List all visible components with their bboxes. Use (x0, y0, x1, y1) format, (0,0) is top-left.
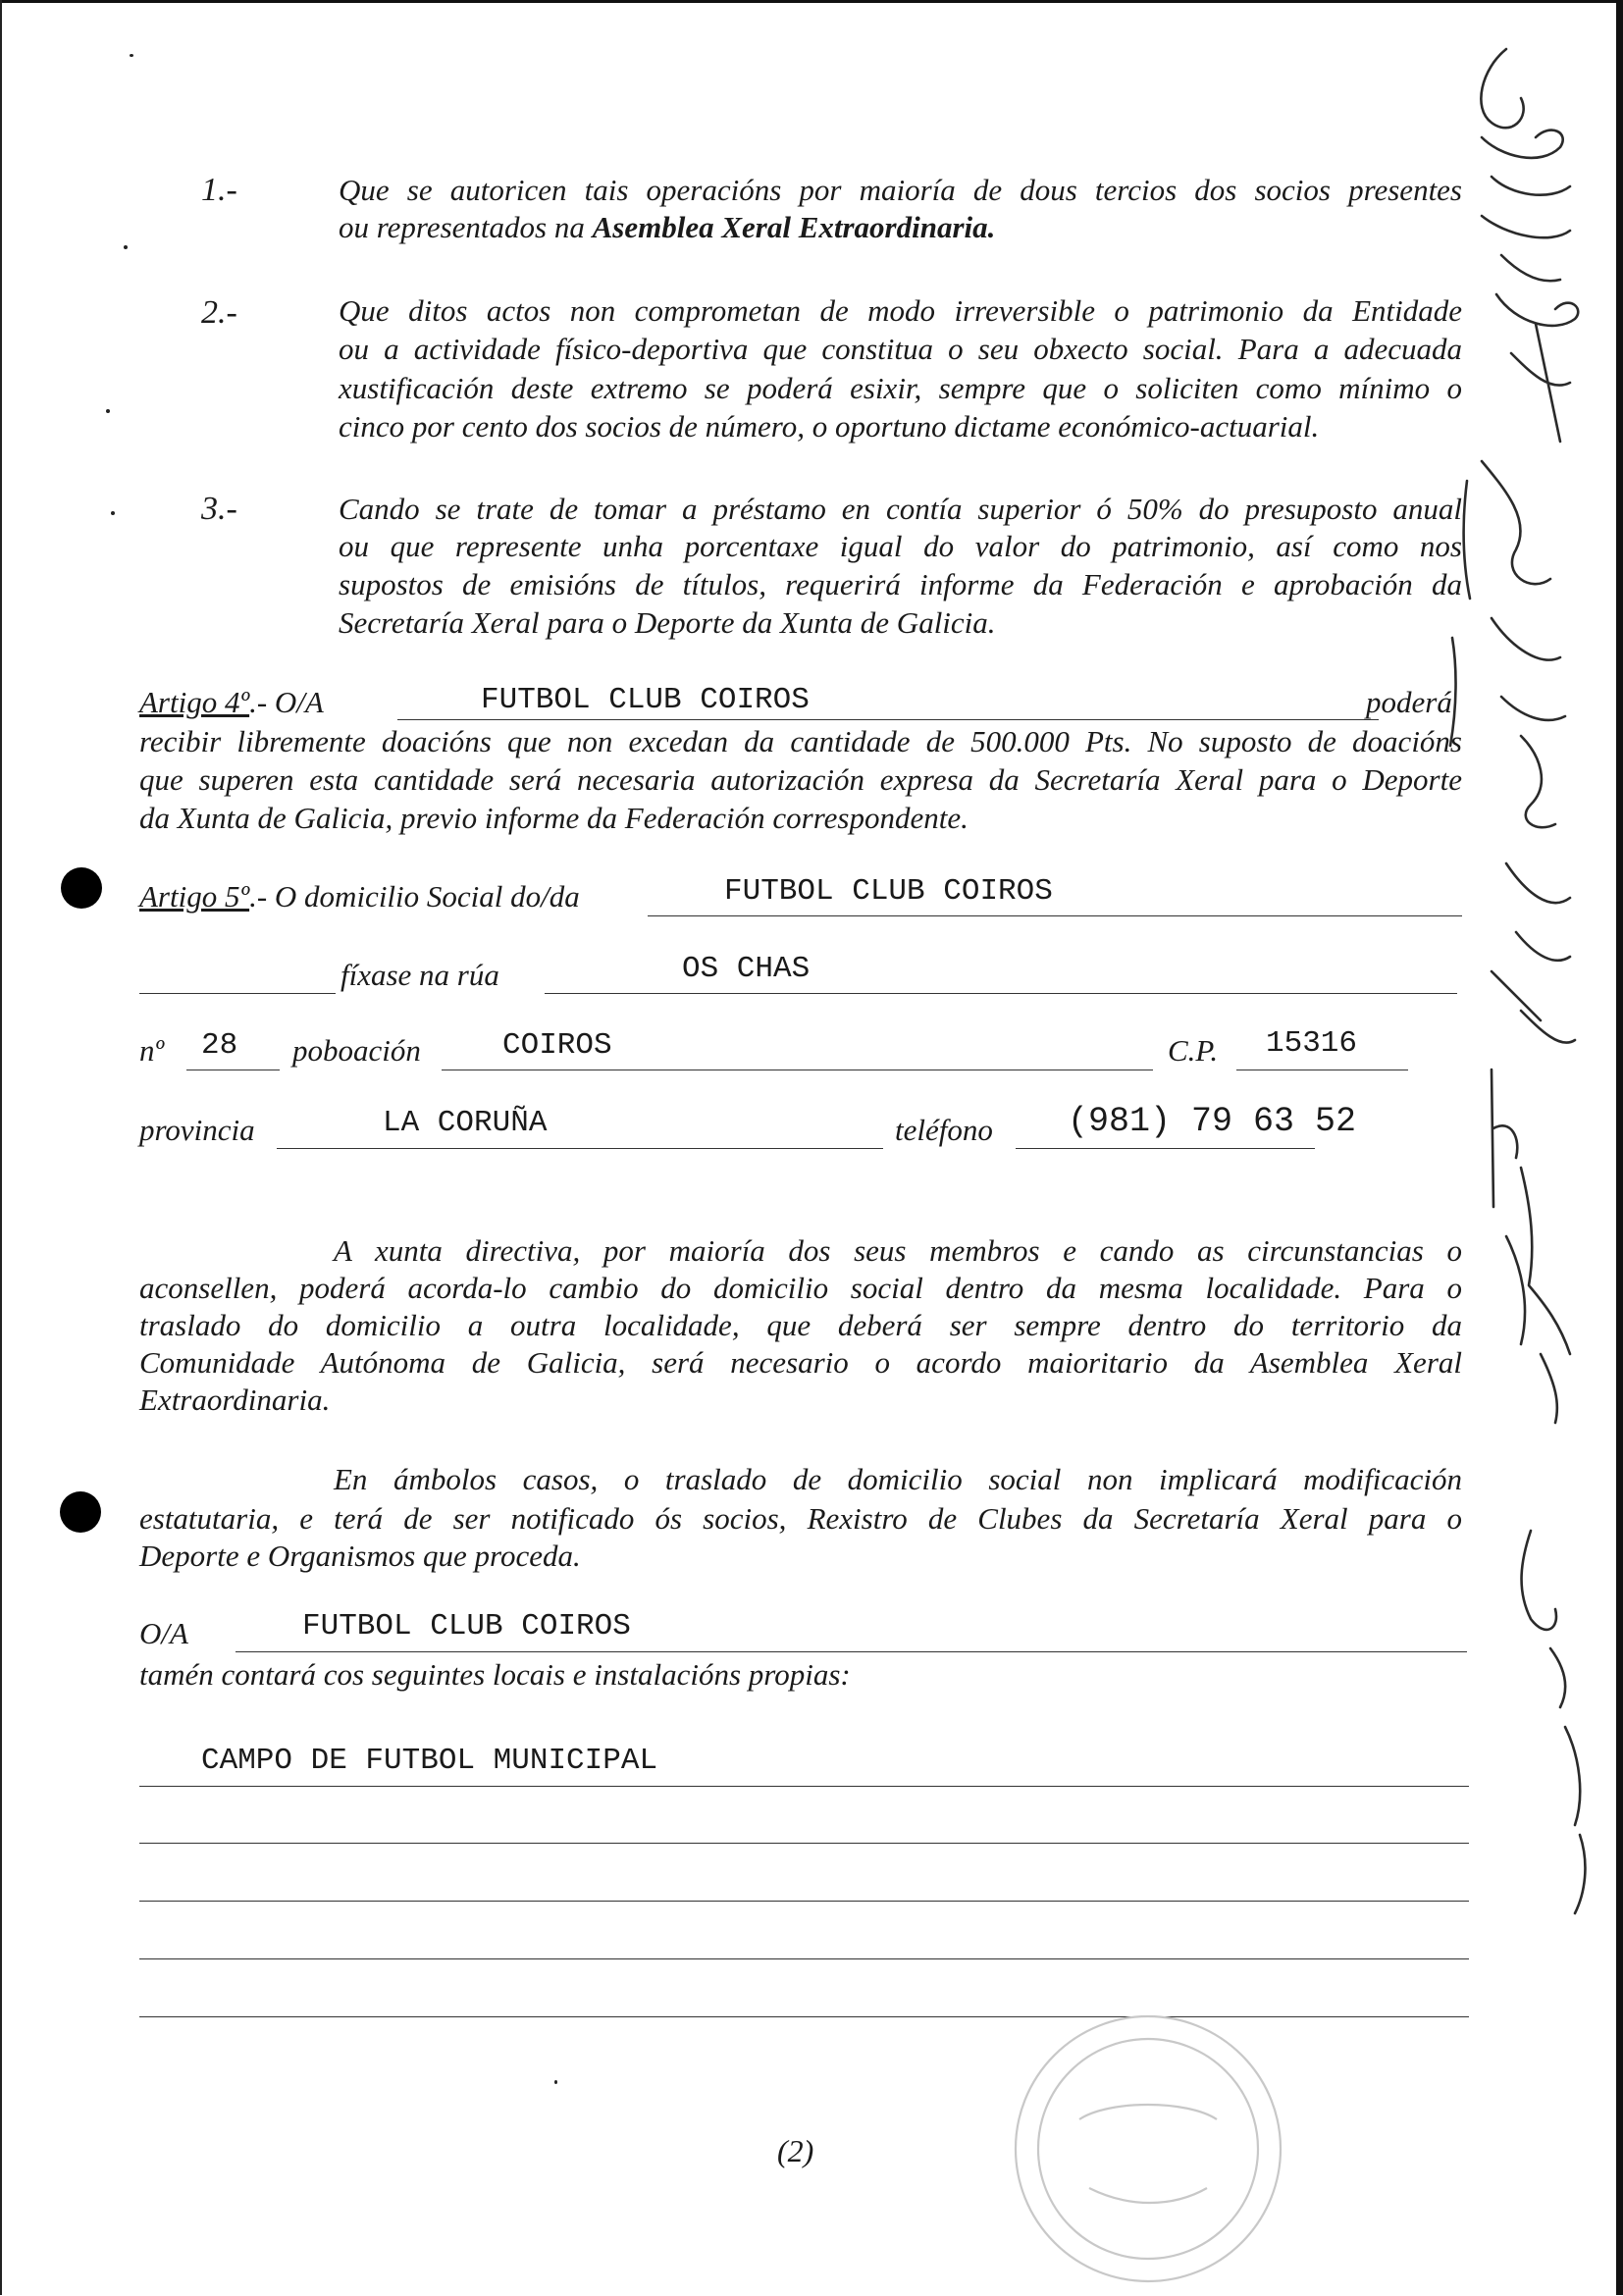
street-field: OS CHAS (682, 952, 811, 986)
article-4-heading: Artigo 4º.- O/A (139, 685, 324, 719)
fill-line (277, 1148, 883, 1149)
facilities-label: O/A (139, 1616, 188, 1650)
paragraph-line: Extraordinaria. (139, 1383, 331, 1417)
fill-line (139, 1901, 1469, 1902)
number-field: 28 (201, 1028, 238, 1063)
item-text-line: ou que represente unha porcentaxe igual do valor do patrimonio, así como nos (339, 529, 1462, 563)
scan-border-top (0, 0, 1623, 3)
item-text-line: Que ditos actos non comprometan de modo irreversible o patrimonio da Entidade (339, 293, 1462, 328)
item-text-line: cinco por cento dos socios de número, o oportuno dictame económico-actuarial. (339, 409, 1320, 444)
paragraph-line: Comunidade Autónoma de Galicia, será necesario o acordo maioritario da Asemblea Xeral (139, 1345, 1462, 1380)
facilities-intro: tamén contará cos seguintes locais e instalacións propias: (139, 1657, 851, 1692)
punch-hole (61, 867, 102, 909)
item-text-line: supostos de emisións de títulos, requerirá informe da Federación e aprobación da (339, 567, 1462, 601)
fill-line (139, 1786, 1469, 1787)
facilities-club-name: FUTBOL CLUB COIROS (302, 1609, 631, 1644)
street-label: fíxase na rúa (340, 958, 499, 992)
town-label: poboación (292, 1033, 421, 1068)
scan-speck (130, 54, 133, 57)
item-text-line: ou representados na Asemblea Xeral Extraordinaria. (339, 210, 996, 244)
fill-line (545, 993, 1457, 994)
scan-speck (554, 2080, 557, 2084)
article-4-text-line: recibir libremente doacións que non excedan da cantidade de 500.000 Pts. No suposto de doacións (139, 724, 1462, 758)
article-4-end-word: poderá (1366, 685, 1452, 719)
punch-hole (60, 1491, 101, 1533)
number-label: nº (139, 1033, 165, 1068)
article-4-text-line: que superen esta cantidade será necesaria autorización expresa da Secretaría Xeral para o Deporte (139, 762, 1462, 797)
paragraph-line: A xunta directiva, por maioría dos seus membros e cando as circunstancias o (334, 1233, 1462, 1268)
province-label: provincia (139, 1113, 255, 1147)
item-text-line: Secretaría Xeral para o Deporte da Xunta de Galicia. (339, 605, 996, 640)
scan-speck (124, 245, 128, 249)
paragraph-line: En ámbolos casos, o traslado de domicilio social non implicará modificación (334, 1462, 1462, 1496)
scan-speck (106, 409, 110, 413)
paragraph-line: Deporte e Organismos que proceda. (139, 1539, 581, 1573)
facility-entry: CAMPO DE FUTBOL MUNICIPAL (201, 1744, 658, 1778)
phone-field: (981) 79 63 52 (1068, 1102, 1357, 1141)
scan-speck (111, 511, 115, 515)
article-4-text-line: da Xunta de Galicia, previo informe da Federación correspondente. (139, 801, 969, 835)
paragraph-line: estatutaria, e terá de ser notificado ós socios, Rexistro de Clubes da Secretaría Xeral para o (139, 1501, 1462, 1536)
scan-border-left (0, 0, 2, 2295)
fill-line (648, 915, 1462, 916)
town-field: COIROS (502, 1028, 612, 1063)
margin-signatures-image (1423, 29, 1619, 1943)
club-name-field: FUTBOL CLUB COIROS (724, 874, 1053, 909)
item-number: 1.- (201, 172, 237, 208)
fill-line (236, 1651, 1467, 1652)
fill-line (397, 719, 1379, 720)
article-4-club-name: FUTBOL CLUB COIROS (481, 683, 810, 717)
item-number: 3.- (201, 491, 237, 527)
item-text-line: ou a actividade físico-deportiva que constitua o seu obxecto social. Para a adecuada (339, 332, 1462, 366)
page-number: (2) (777, 2133, 814, 2168)
fill-line (139, 993, 336, 994)
article-5-heading: Artigo 5º.- O domicilio Social do/da (139, 879, 580, 913)
official-stamp (991, 2002, 1305, 2296)
item-bold-text: Asemblea Xeral Extraordinaria. (592, 210, 996, 244)
paragraph-line: traslado do domicilio a outra localidade, que deberá ser sempre dentro do territorio da (139, 1308, 1462, 1342)
item-text-line: Que se autoricen tais operacións por maioría de dous tercios dos socios presentes (339, 173, 1462, 207)
fill-line (1016, 1148, 1315, 1149)
postal-code-field: 15316 (1266, 1026, 1358, 1061)
item-text-line: Cando se trate de tomar a préstamo en contía superior ó 50% do presuposto anual (339, 492, 1462, 526)
phone-label: teléfono (895, 1113, 993, 1147)
province-field: LA CORUÑA (383, 1106, 548, 1140)
postal-code-label: C.P. (1168, 1033, 1219, 1068)
item-number: 2.- (201, 294, 237, 331)
item-text-line: xustificación deste extremo se poderá esixir, sempre que o soliciten como mínimo o (339, 371, 1462, 405)
fill-line (139, 1843, 1469, 1844)
paragraph-line: aconsellen, poderá acorda-lo cambio do domicilio social dentro da mesma localidade. Para o (139, 1271, 1462, 1305)
fill-line (139, 1958, 1469, 1959)
